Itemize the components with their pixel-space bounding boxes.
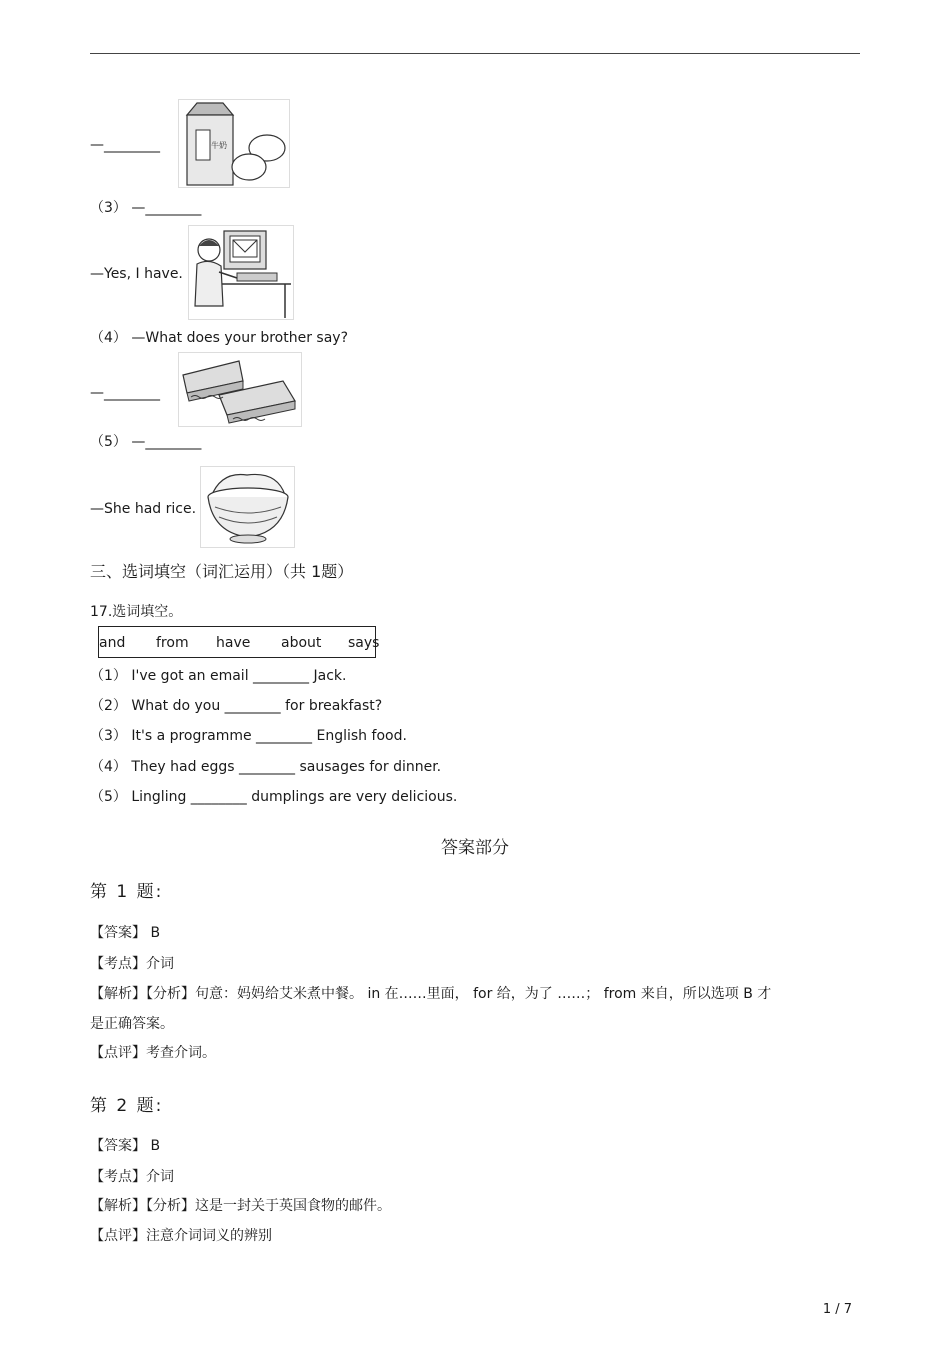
q1-comment: 【点评】考查介词。 <box>90 1045 216 1061</box>
fill-item-3: （3） It's a programme ________ English food. <box>90 728 407 744</box>
q2-analysis: 【解析】【分析】这是一封关于英国食物的邮件。 <box>90 1198 391 1214</box>
word-bank-item: have <box>216 635 251 651</box>
question-17-title: 17.选词填空。 <box>90 604 183 620</box>
q1-point: 【考点】介词 <box>90 956 174 972</box>
word-bank <box>98 626 380 658</box>
word-bank-item: about <box>281 635 322 651</box>
q2-answer: 【答案】 B <box>90 1138 161 1154</box>
header-rule <box>90 53 860 54</box>
answer-line-5: —She had rice. <box>90 501 197 517</box>
answer-blank-line-4: —________ <box>90 385 160 401</box>
answer-blank-line: —________ <box>90 137 160 153</box>
question-3: （3） —________ <box>90 200 202 216</box>
q2-title: 第 2 题: <box>90 1096 164 1116</box>
fill-item-5: （5） Lingling ________ dumplings are very delicious. <box>90 789 458 805</box>
fill-item-1: （1） I've got an email ________ Jack. <box>90 668 347 684</box>
q1-answer: 【答案】 B <box>90 925 161 941</box>
word-bank-item: from <box>156 635 189 651</box>
section-heading: 三、选词填空（词汇运用）（共 1题） <box>90 562 354 581</box>
q2-point: 【考点】介词 <box>90 1169 174 1185</box>
boy-computer-image <box>188 225 294 320</box>
sandwiches-image <box>178 352 302 427</box>
fill-item-4: （4） They had eggs ________ sausages for dinner. <box>90 759 442 775</box>
q1-analysis: 【解析】【分析】句意：妈妈给艾米煮中餐。 in 在……里面， for 给，为了 ……； from 来自，所以选项 B 才 <box>90 986 772 1002</box>
question-5: （5） —________ <box>90 434 202 450</box>
milk-eggs-image <box>178 99 290 188</box>
question-4: （4） —What does your brother say? <box>90 330 349 346</box>
page-number: 1 / 7 <box>822 1302 852 1317</box>
fill-item-2: （2） What do you ________ for breakfast? <box>90 698 383 714</box>
q1-analysis-cont: 是正确答案。 <box>90 1016 174 1032</box>
q1-title: 第 1 题: <box>90 882 164 902</box>
q2-comment: 【点评】注意介词词义的辨别 <box>90 1228 272 1244</box>
word-bank-item: says <box>348 635 380 651</box>
answers-title: 答案部分 <box>441 838 509 858</box>
word-bank-item: and <box>99 635 126 651</box>
rice-bowl-image <box>200 466 295 548</box>
milk-label: 牛奶 <box>211 141 227 150</box>
answer-line-3: —Yes, I have. <box>90 266 183 282</box>
